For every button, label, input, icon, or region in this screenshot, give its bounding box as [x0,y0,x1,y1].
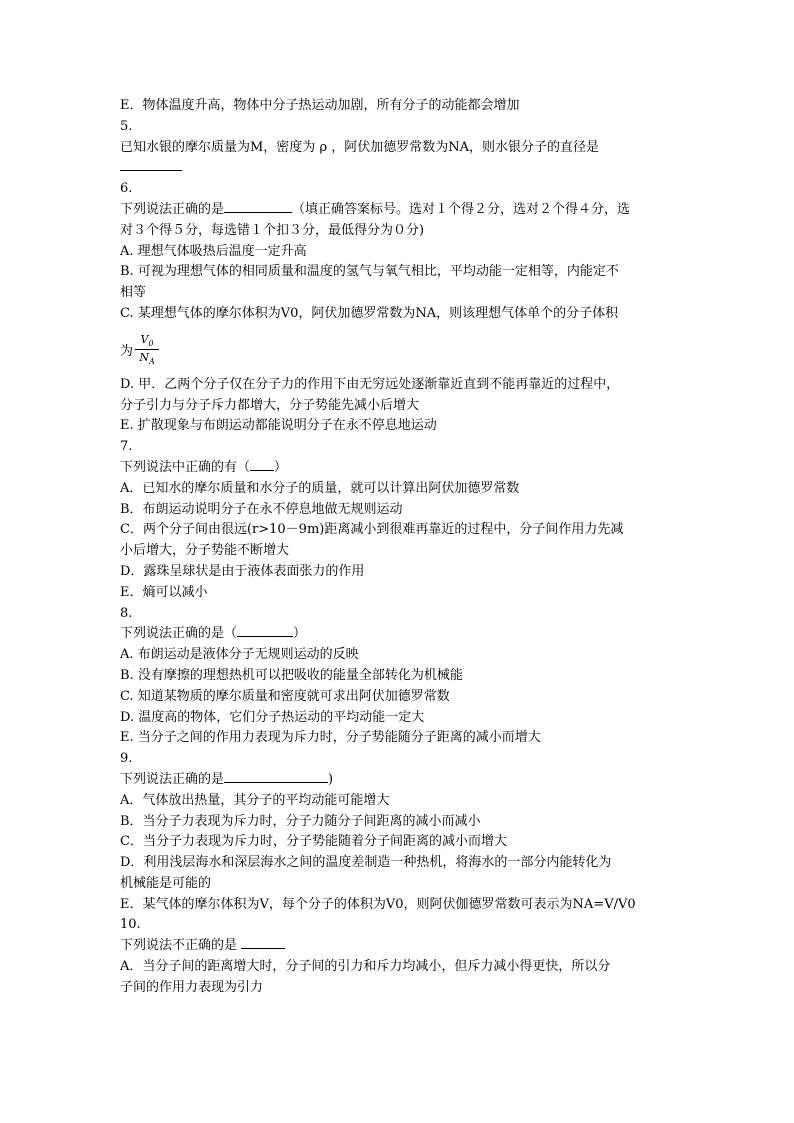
q6-stem-line1 [120,200,690,221]
q8-option-e: E. 当分子之间的作用力表现为斥力时，分子势能随分子距离的减小而增大 [120,730,541,746]
q9-stem-a: 下列说法正确的是 [120,771,225,787]
q9-option-d-line1: D．利用浅层海水和深层海水之间的温度差制造一种热机，将海水的一部分内能转化为 [120,855,612,871]
fraction-denominator [136,350,157,366]
fraction-denominator-symbol: N [139,351,149,365]
fraction-numerator-subscript: 0 [148,339,154,349]
q6-option-d-line1: D. 甲．乙两个分子仅在分子力的作用下由无穷远处逐渐靠近直到不能再靠近的过程中， [120,376,620,392]
q4-option-e: E．物体温度升高，物体中分子热运动加剧，所有分子的动能都会增加 [120,98,520,113]
q6-option-c-line2 [120,325,690,375]
q7-option-c-line1: C．两个分子间由很远(r>10－9m)距离减小到很难再靠近的过程中，分子间作用力先减 [120,522,624,538]
q9-option-a: A．气体放出热量，其分子的平均动能可能增大 [120,792,390,808]
fraction-numerator-symbol: V [140,333,149,347]
q7-answer-blank [250,458,274,471]
q7-option-d: D．露珠呈球状是由于液体表面张力的作用 [120,563,365,579]
q7-stem-b: ） [274,459,288,475]
q7-option-a: A．已知水的摩尔质量和水分子的质量，就可以计算出阿伏加德罗常数 [120,480,520,496]
q6-stem-a: 下列说法正确的是 [120,201,225,217]
q7-option-c-line2: 小后增大，分子势能不断增大 [120,543,290,559]
q8-option-b: B. 没有摩擦的理想热机可以把吸收的能量全部转化为机械能 [120,667,463,683]
q5-answer-line [120,158,690,179]
q9-stem [120,770,690,791]
q6-answer-blank [224,200,292,213]
q10-option-a-line2: 子间的作用力表现为引力 [120,979,264,995]
q6-option-c-line1: C. 某理想气体的摩尔体积为V0，阿伏加德罗常数为NA，则该理想气体单个的分子体积 [120,305,619,321]
q8-answer-blank [237,624,293,637]
q8-stem [120,624,690,645]
q9-answer-blank [224,770,328,783]
document-page [120,96,690,999]
q7-stem-a: 下列说法中正确的有（ [120,459,251,475]
q8-option-a: A. 布朗运动是液体分子无规则运动的反映 [120,647,359,663]
q5-stem: 已知水银的摩尔质量为M，密度为 ρ ，阿伏加德罗常数为NA，则水银分子的直径是 [120,139,599,155]
fraction-denominator-subscript: A [148,357,155,367]
q10-stem-text: 下列说法不正确的是 [120,938,242,954]
q10-answer-blank [241,936,285,949]
q9-option-c: C．当分子力表现为斥力时，分子势能随着分子间距离的减小而增大 [120,834,507,850]
q9-option-e: E．某气体的摩尔体积为V，每个分子的体积为V0，则阿伏伽德罗常数可表示为NA=V/V0 [120,896,636,912]
q8-option-d: D. 温度高的物体，它们分子热运动的平均动能一定大 [120,709,425,725]
q5-number: 5. [120,118,133,134]
q8-option-c: C. 知道某物质的摩尔质量和密度就可求出阿伏加德罗常数 [120,688,450,704]
q6-number: 6. [120,181,133,197]
q9-number: 9. [120,751,133,767]
q6-option-d-line2: 分子引力与分子斥力都增大，分子势能先减小后增大 [120,397,420,413]
q10-option-a-line1: A．当分子间的距离增大时，分子间的引力和斥力均减小，但斥力减小得更快，所以分 [120,959,611,975]
q9-option-b: B．当分子力表现为斥力时，分子力随分子间距离的减小而减小 [120,813,481,829]
q5-answer-blank [120,158,182,171]
q6-option-b-line2: 相等 [120,285,147,301]
fraction-v0-over-na [135,333,159,366]
q7-option-b: B．布朗运动说明分子在永不停息地做无规则运动 [120,501,403,517]
q6-option-c-prefix: 为 [120,344,134,360]
q8-stem-b: ） [293,626,307,642]
q7-stem [120,458,690,479]
q9-option-d-line2: 机械能是可能的 [120,875,212,891]
q9-stem-b: ) [328,771,334,787]
q6-option-a: A. 理想气体吸热后温度一定升高 [120,243,307,259]
q7-number: 7. [120,439,133,455]
q6-option-e: E. 扩散现象与布朗运动都能说明分子在永不停息地运动 [120,418,437,434]
q7-option-e: E．熵可以减小 [120,584,208,600]
q6-option-b-line1: B. 可视为理想气体的相同质量和温度的氢气与氧气相比，平均动能一定相等，内能定不 [120,264,619,280]
fraction-numerator [137,333,156,349]
q8-number: 8. [120,605,133,621]
q10-stem [120,936,690,957]
q6-stem-b: （填正确答案标号。选对１个得２分，选对２个得４分，选 [292,201,631,217]
q8-stem-a: 下列说法正确的是（ [120,626,238,642]
q6-stem-line2: 对３个得５分，每选错１个扣３分，最低得分为０分) [120,222,425,238]
q10-number: 10. [120,917,141,933]
